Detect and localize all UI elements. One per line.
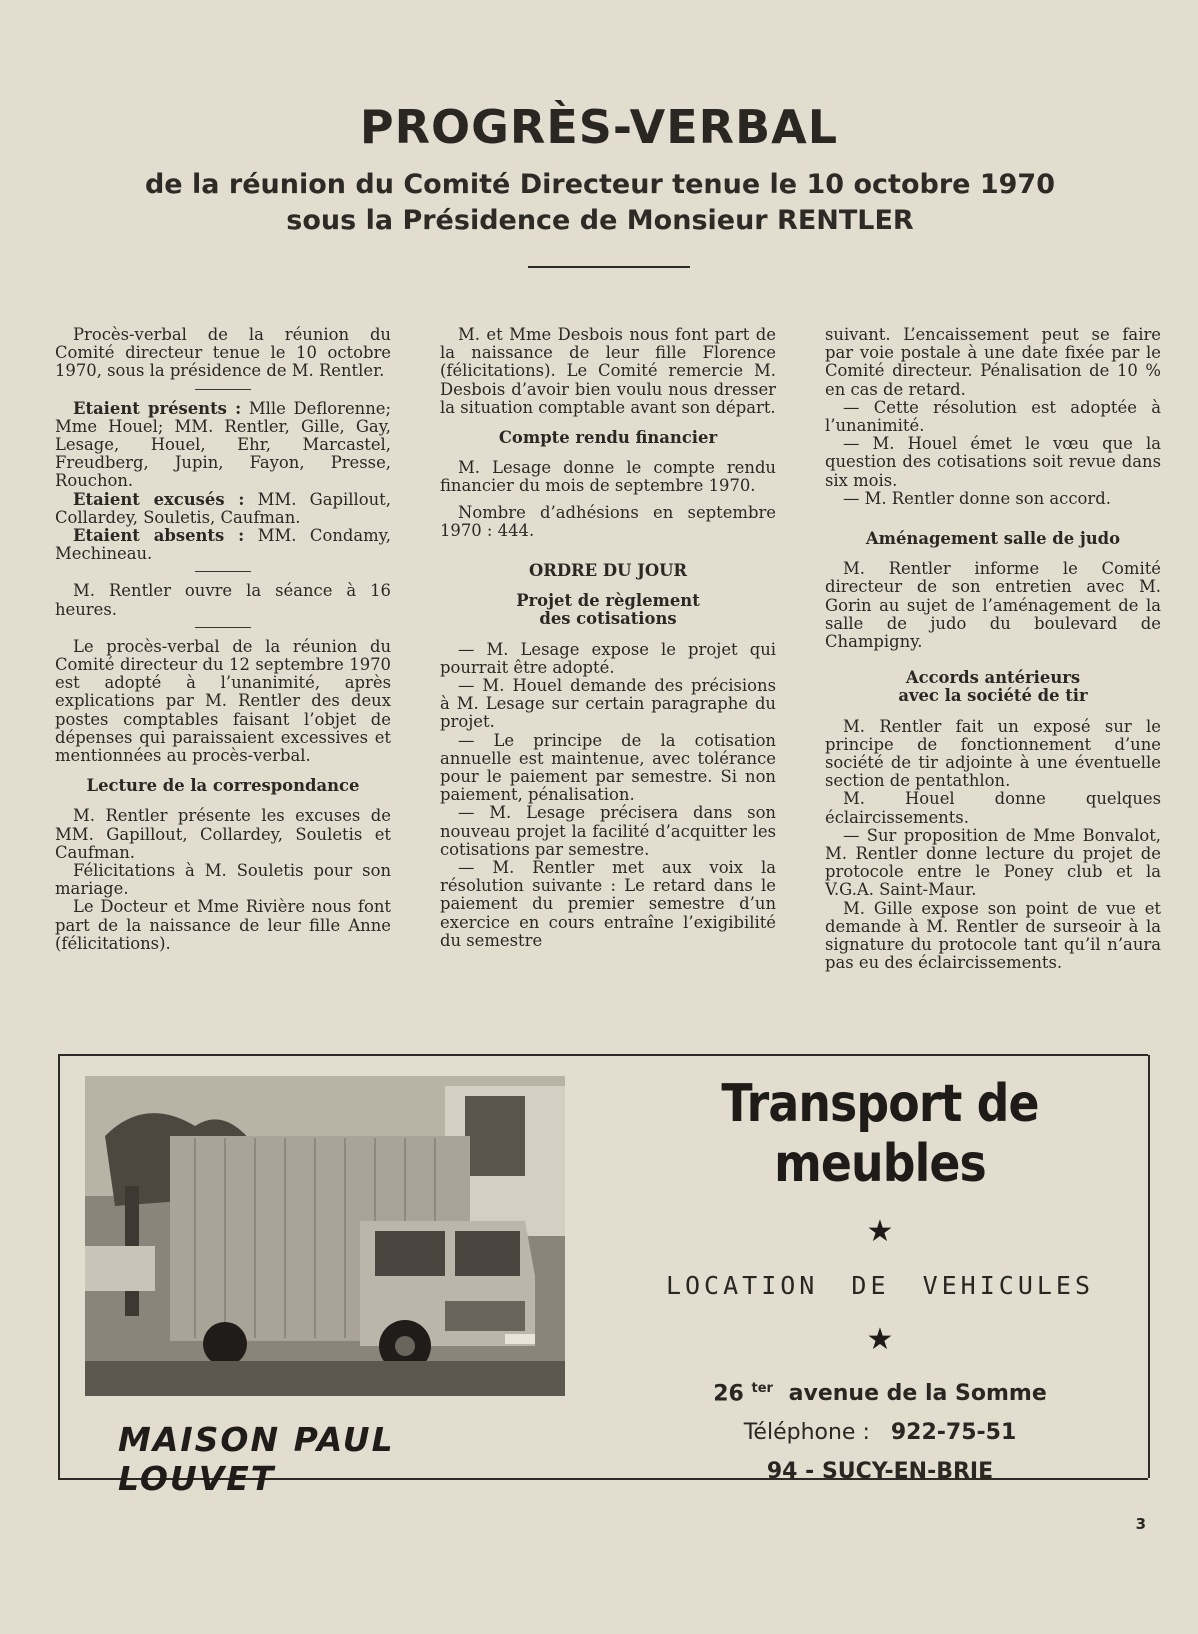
text-column-3 xyxy=(825,326,1161,973)
adoptee-paragraph: — Cette résolution est adoptée à l’unanimité. xyxy=(825,397,1161,436)
heading-correspondance: Lecture de la correspondance xyxy=(86,776,360,796)
ouverture-paragraph: M. Rentler ouvre la séance à 16 heures. xyxy=(55,581,391,619)
desbois-paragraph: M. et Mme Desbois nous font part de la naissance de leur fille Florence (félicitations). Le Comité remercie M. Desbois d’avoir bien voulu nous dresser la situation comptable avant son départ. xyxy=(440,325,776,417)
subtitle-line-2: sous la Présidence de Monsieur RENTLER xyxy=(286,205,914,236)
page-subtitle xyxy=(100,167,1100,239)
excuses-paragraph xyxy=(55,491,391,527)
riviere-paragraph: Le Docteur et Mme Rivière nous font part de la naissance de leur fille Anne (félicitations). xyxy=(55,897,391,953)
heading-accords-line-2: avec la société de tir xyxy=(898,686,1088,706)
separator xyxy=(195,571,251,572)
text-column-1 xyxy=(55,326,391,953)
pv-adopte-paragraph: Le procès-verbal de la réunion du Comité directeur du 12 septembre 1970 est adopté à l’unanimité, après explications par M. Rentler des deux postes comptables faisant l’objet de dépenses qui paraissaient excessives et mentionnées au procès-verbal. xyxy=(55,636,391,766)
star-icon: ★ xyxy=(866,1322,894,1357)
address-suffix: ter xyxy=(751,1381,773,1396)
heading-accords-line-1: Accords antérieurs xyxy=(905,668,1081,688)
address-street: avenue de la Somme xyxy=(788,1381,1047,1407)
subtitle-line-1: de la réunion du Comité Directeur tenue le 10 octobre 1970 xyxy=(144,169,1055,200)
absents-paragraph xyxy=(55,527,391,563)
heading-financier: Compte rendu financier xyxy=(498,428,718,448)
separator xyxy=(195,627,251,628)
title-divider xyxy=(528,266,690,268)
bonvalot-paragraph: — Sur proposition de Mme Bonvalot, M. Rentler donne lecture du projet de protocole entre le Poney club et la V.G.A. Saint-Maur. xyxy=(825,825,1161,900)
heading-projet xyxy=(440,592,776,628)
text-column-2 xyxy=(440,326,776,950)
presents-label: Etaient présents : xyxy=(73,398,242,418)
presents-paragraph xyxy=(55,400,391,491)
gille-paragraph: M. Gille expose son point de vue et demande à M. Rentler de surseoir à la signature du protocole tant qu’il n’aura pas eu des éclaircissements. xyxy=(825,898,1161,973)
address-number: 26 xyxy=(713,1381,744,1407)
heading-accords xyxy=(825,669,1161,705)
projet-paragraph-2: — M. Houel demande des précisions à M. Lesage sur certain paragraphe du projet. xyxy=(440,676,776,732)
suite-paragraph: suivant. L’encaissement peut se faire par voie postale à une date fixée par le Comité directeur. Pénalisation de 10 % en cas de retard. xyxy=(825,325,1161,399)
heading-projet-line-2: des cotisations xyxy=(539,609,677,629)
intro-paragraph: Procès-verbal de la réunion du Comité directeur tenue le 10 octobre 1970, sous la présidence de M. Rentler. xyxy=(55,325,391,381)
telephone-number: 922-75-51 xyxy=(890,1420,1017,1446)
projet-paragraph-1: — M. Lesage expose le projet qui pourrait être adopté. xyxy=(440,639,776,677)
truck-illustration xyxy=(85,1076,565,1396)
heading-judo: Aménagement salle de judo xyxy=(865,529,1121,549)
projet-paragraph-5: — M. Rentler met aux voix la résolution suivante : Le retard dans le paiement du premier semestre d’un exercice en cours entraîne l’exigibilité du semestre xyxy=(440,858,776,950)
ad-text-block xyxy=(620,1070,1140,1484)
ad-headline: Transport de meubles xyxy=(721,1074,1039,1194)
judo-paragraph: M. Rentler informe le Comité directeur de son entretien avec M. Gorin au sujet de l’aménagement de la salle de judo du boulevard de Champigny. xyxy=(825,559,1161,652)
truck-photo xyxy=(85,1076,565,1396)
absents-text: MM. Condamy, Mechineau. xyxy=(55,526,391,564)
ad-city: 94 - SUCY-EN-BRIE xyxy=(766,1459,994,1485)
heading-projet-line-1: Projet de règlement xyxy=(516,591,700,611)
ad-location-line: LOCATION DE VEHICULES xyxy=(665,1271,1095,1300)
felicitations-paragraph: Félicitations à M. Souletis pour son mariage. xyxy=(55,861,391,899)
ad-address xyxy=(620,1381,1140,1406)
absents-label: Etaient absents : xyxy=(73,526,245,546)
projet-paragraph-3: — Le principe de la cotisation annuelle est maintenue, avec tolérance pour le paiement par semestre. Si non paiement, pénalisation. xyxy=(440,730,776,805)
financier-paragraph: M. Lesage donne le compte rendu financier du mois de septembre 1970. xyxy=(440,458,776,496)
separator xyxy=(195,389,251,390)
brand-name: MAISON PAUL LOUVET xyxy=(118,1420,395,1498)
projet-paragraph-4: — M. Lesage précisera dans son nouveau projet la facilité d’acquitter les cotisations par semestre. xyxy=(440,803,776,859)
page-number: 3 xyxy=(1135,1515,1146,1533)
excuses-list-paragraph: M. Rentler présente les excuses de MM. Gapillout, Collardey, Souletis et Caufman. xyxy=(55,806,391,862)
telephone-label: Téléphone : xyxy=(743,1420,870,1446)
houel-paragraph: M. Houel donne quelques éclaircissements. xyxy=(825,789,1161,827)
excuses-label: Etaient excusés : xyxy=(73,489,245,509)
star-icon: ★ xyxy=(866,1214,894,1249)
excuses-text: MM. Gapillout, Collardey, Souletis, Caufman. xyxy=(55,489,391,527)
voeu-paragraph: — M. Houel émet le vœu que la question des cotisations soit revue dans six mois. xyxy=(825,434,1161,490)
heading-ordre-du-jour: ORDRE DU JOUR xyxy=(528,561,688,581)
tir-paragraph: M. Rentler fait un exposé sur le principe de fonctionnement d’une société de tir adjointe à une éventuelle section de pentathlon. xyxy=(825,716,1161,791)
page-title: PROGRÈS-VERBAL xyxy=(359,100,839,154)
adhesions-paragraph: Nombre d’adhésions en septembre 1970 : 444. xyxy=(440,502,776,540)
accord-paragraph: — M. Rentler donne son accord. xyxy=(843,488,1111,508)
ad-telephone xyxy=(620,1420,1140,1445)
presents-text: Mlle Deflorenne; Mme Houel; MM. Rentler, Gille, Gay, Lesage, Houel, Ehr, Marcastel, Freudberg, Jupin, Fayon, Presse, Rouchon. xyxy=(55,398,391,491)
